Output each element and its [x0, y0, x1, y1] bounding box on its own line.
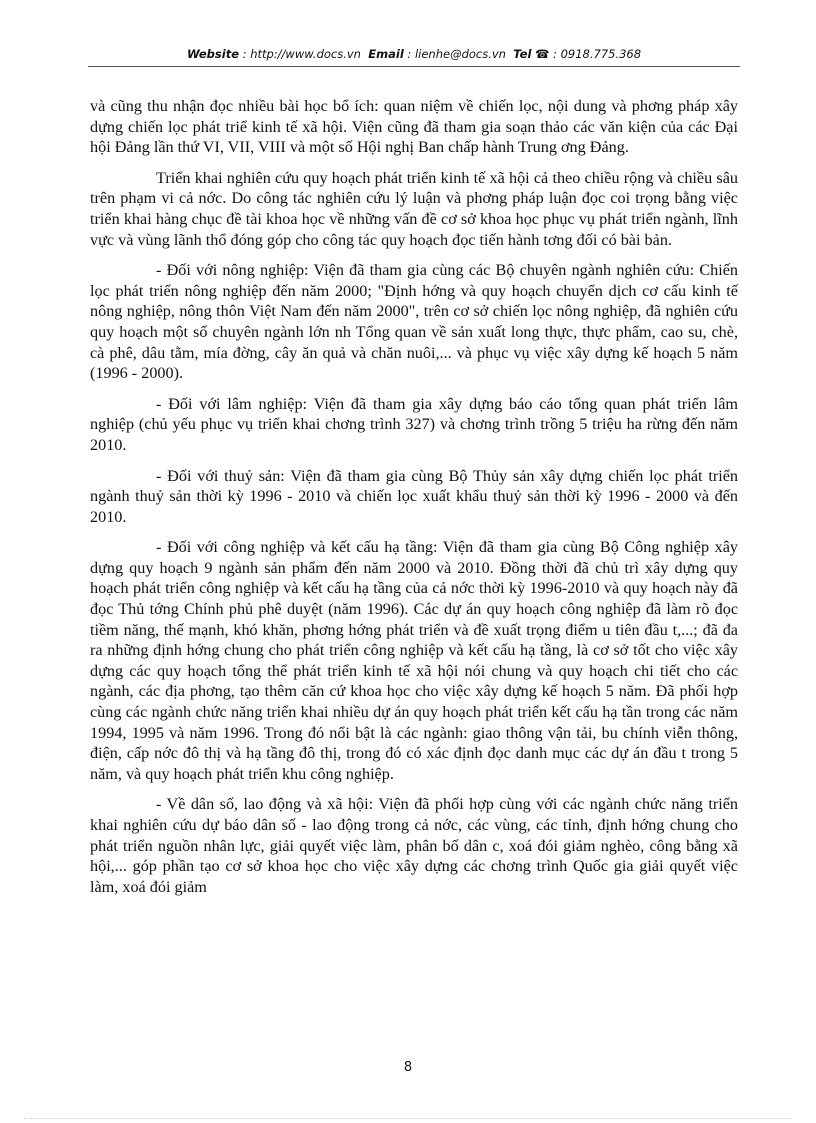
website-label: Website — [186, 47, 240, 61]
footer-divider — [24, 1118, 792, 1119]
document-body — [90, 96, 738, 907]
page-header — [90, 46, 738, 62]
paragraph-research: Triển khai nghiên cứu quy hoạch phát triển kinh tế xã hội cả theo chiều rộng và chiều sâu trên phạm vi cả nớc. Do công tác nghiên cứu lý luận và phơng pháp luận đọc coi trọng bằng việc triển khai hàng chục đề tài khoa học về những vấn đề cơ sở khoa học phục vụ phát triển ngành, lĩnh vực và vùng lãnh thổ đóng góp cho công tác quy hoạch đọc tiến hành tơng đối có bài bản. — [90, 168, 738, 249]
paragraph-fisheries: - Đối với thuỷ sản: Viện đã tham gia cùng Bộ Thủy sản xây dựng chiến lọc phát triển ngành thuỷ sản thời kỳ 1996 - 2010 và chiến lọc xuất khẩu thuỷ sản thời kỳ 1996 - 2000 và đến 2010. — [90, 466, 738, 526]
header-divider — [88, 66, 740, 67]
phone-icon: ☎ — [535, 47, 550, 61]
tel-label: Tel — [513, 47, 532, 61]
tel-value: : 0918.775.368 — [553, 47, 642, 61]
paragraph-continued: và cũng thu nhận đọc nhiều bài học bổ ích: quan niệm về chiến lọc, nội dung và phơng pháp xây dựng chiến lọc phát triể kinh tế xã hội. Viện cũng đã tham gia soạn thảo các văn kiện của các Đại hội Đảng lần thứ VI, VII, VIII và một số Hội nghị Ban chấp hành Trung ơng Đảng. — [90, 97, 738, 157]
email-label: Email — [368, 47, 404, 61]
paragraph-population: - Về dân số, lao động và xã hội: Viện đã phối hợp cùng với các ngành chức năng triển khai nghiên cứu dự báo dân số - lao động trong cả nớc, các vùng, các tỉnh, định hớng chung cho phát triển nguồn nhân lực, giải quyết việc làm, phân bố dân c, xoá đói giảm nghèo, công bằng xã hội,... góp phần tạo cơ sở khoa học cho việc xây dựng các chơng trình Quốc gia giải quyết việc làm, xoá đói giảm — [90, 795, 738, 896]
page-number: 8 — [403, 1060, 413, 1075]
paragraph-forestry: - Đối với lâm nghiệp: Viện đã tham gia xây dựng báo cáo tổng quan phát triển lâm nghiệp (chủ yếu phục vụ triển khai chơng trình 327) và chơng trình trồng 5 triệu ha rừng đến năm 2010. — [90, 394, 738, 454]
website-value: : http://www.docs.vn — [242, 47, 361, 61]
paragraph-agriculture: - Đối với nông nghiệp: Viện đã tham gia cùng các Bộ chuyên ngành nghiên cứu: Chiến lọc phát triển nông nghiệp đến năm 2000; "Định hớng và quy hoạch chuyển dịch cơ cấu kinh tế nông nghiệp, nông thôn Việt Nam đến năm 2000", trên cơ sở chiến lọc nông nghiệp, đã nghiên cứu quy hoạch một số chuyên ngành lớn nh Tổng quan về sản xuất long thực, thực phẩm, cao su, chè, cà phê, dâu tằm, mía đờng, cây ăn quả và chăn nuôi,... và phục vụ việc xây dựng kế hoạch 5 năm (1996 - 2000). — [90, 261, 738, 383]
email-value: : lienhe@docs.vn — [407, 47, 506, 61]
paragraph-industry: - Đối với công nghiệp và kết cấu hạ tầng: Viện đã tham gia cùng Bộ Công nghiệp xây dựng quy hoạch 9 ngành sản phẩm đến năm 2000 và 2010. Đồng thời đã chủ trì xây dựng quy hoạch phát triển công nghiệp và kết cấu hạ tầng của cả nớc thời kỳ 1996-2010 và quy hoạch này đã đọc Thủ tớng Chính phủ phê duyệt (năm 1996). Các dự án quy hoạch công nghiệp đã làm rõ đọc tiềm năng, thế mạnh, khó khăn, phơng hớng phát triển và đề xuất trọng điểm u tiên đầu t,...; đã đa ra những định hớng chung cho phát triển công nghiệp và kết cấu hạ tầng, là cơ sở tốt cho việc xây dựng các quy hoạch tổng thể phát triển kinh tế xã hội nói chung và quy hoạch chi tiết cho các ngành, các địa phơng, tạo thêm căn cứ khoa học cho việc xây dựng kế hoạch 5 năm. Đã phối hợp cùng các ngành chức năng triển khai nhiều dự án quy hoạch phát triển kết cấu hạ tần trong các năm 1994, 1995 và năm 1996. Trong đó nổi bật là các ngành: giao thông vận tải, bu chính viễn thông, điện, cấp nớc đô thị và hạ tầng đô thị, trong đó có xác định đọc danh mục các dự án đầu t trong 5 năm, và quy hoạch phát triển khu công nghiệp. — [90, 538, 738, 783]
